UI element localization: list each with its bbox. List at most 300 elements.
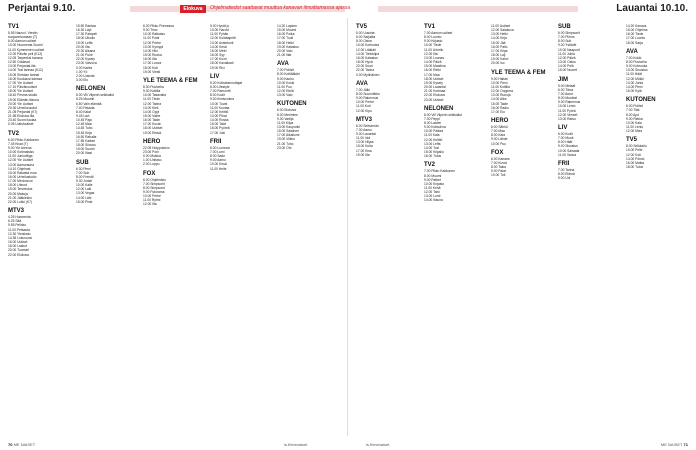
schedule-column bbox=[424, 20, 479, 435]
program-listing: 14.00 Tietokilpa bbox=[356, 51, 380, 56]
program-listing: 14.20 Lapsen bbox=[277, 24, 297, 28]
program-listing: 12.00 Keittiö bbox=[424, 137, 443, 142]
program-listing: 16.00 Kuukausi kanssa bbox=[8, 76, 43, 81]
program-listing: 9.45 Lavi bbox=[76, 113, 90, 118]
program-listing: 20.00 Tuomari bbox=[8, 248, 30, 253]
channel-name: JIM bbox=[558, 77, 613, 84]
program-listing: 7.00 Maa bbox=[491, 129, 505, 134]
program-listing: 8.00 Kala bbox=[491, 133, 505, 138]
channel-section bbox=[210, 74, 265, 135]
schedule-column bbox=[143, 20, 198, 435]
program-listing: 10.00 Pelle bbox=[626, 148, 643, 153]
program-listing: 18.00 Sarja bbox=[626, 40, 643, 45]
program-listing: 14.00 Tosi bbox=[424, 145, 439, 150]
program-listing: 11.00 Vauva bbox=[558, 152, 577, 157]
program-listing: 1.00 Unitaso bbox=[143, 158, 162, 163]
program-listing: 21.55 Elokuva-ilta bbox=[8, 114, 35, 119]
channel-name: TV5 bbox=[356, 24, 411, 31]
program-listing: 14.35 Lukuvuosi bbox=[8, 235, 33, 240]
program-listing: 11.00 Kuntaa bbox=[210, 105, 230, 110]
program-listing: 19.00 Leffa bbox=[76, 40, 93, 45]
program-listing: 2.00 Loppu bbox=[143, 162, 160, 167]
program-listing: 23.00 Ohi bbox=[277, 145, 292, 150]
program-listing: 20.30 Aikana bbox=[76, 48, 96, 53]
program-listing: 8.00 Sade bbox=[210, 154, 226, 159]
program-listing: 10.00 Kotiruoka bbox=[356, 43, 380, 48]
channel-name: YLE TEEMA & FEM bbox=[491, 69, 546, 76]
category-tag: Elokuva bbox=[180, 5, 206, 13]
footer-right bbox=[661, 442, 688, 447]
program-listing: 22.00 Tarina bbox=[356, 68, 375, 73]
program-listing: 17.00 Luova bbox=[143, 61, 162, 66]
program-listing: 16.00 Uutiset bbox=[8, 240, 28, 245]
program-listing: 13.00 Valo bbox=[277, 93, 293, 98]
channel-section bbox=[210, 139, 265, 171]
program-listing: 23.00 Valvova bbox=[76, 61, 97, 66]
program-listing: 18.00 Uutiset bbox=[143, 126, 163, 131]
channel-name: TV2 bbox=[424, 162, 479, 169]
program-listing: 7.00 Sub bbox=[76, 170, 90, 175]
channel-section bbox=[76, 160, 131, 204]
channel-name: TV5 bbox=[626, 137, 681, 144]
program-listing: 20.00 Suuri bbox=[356, 64, 373, 69]
channel-section bbox=[558, 24, 613, 73]
program-listing: 0.00 Kartta bbox=[76, 65, 93, 70]
schedule-column bbox=[491, 20, 546, 435]
program-listing: 10.00 Kalle bbox=[76, 183, 93, 188]
program-listing: 12.05 Tarpeeksi kanssa bbox=[8, 55, 43, 60]
program-listing: 19.00 Viikko bbox=[277, 137, 295, 142]
program-listing: 14.00 Ikkuna bbox=[424, 198, 443, 203]
program-listing: 16.00 Pyöreä bbox=[210, 126, 230, 131]
program-listing: 9.00 Yle Areena bbox=[8, 145, 32, 150]
program-listing: 9.55 Pelinko bbox=[8, 223, 27, 228]
program-listing: 13.00 Leffa bbox=[424, 141, 441, 146]
right-page-number: 71 bbox=[683, 442, 688, 447]
program-listing: 13.00 Perjantai-ilta bbox=[8, 64, 36, 69]
channel-section bbox=[626, 97, 681, 133]
program-listing: 13.00 Ratsu bbox=[558, 116, 576, 121]
program-listing: 6.00 Ohjelmisto bbox=[143, 177, 166, 182]
channel-section bbox=[356, 24, 411, 77]
program-listing: 12.00 Tarina bbox=[143, 101, 162, 106]
program-listing: 0.00 Moikka bbox=[143, 154, 161, 159]
program-listing: 11.00 Posti bbox=[143, 36, 160, 41]
program-listing: 10.00 Kotimaisiss bbox=[8, 150, 34, 155]
program-listing: 20.00 Iltasi bbox=[76, 151, 92, 156]
channel-name: HERO bbox=[491, 118, 546, 125]
program-listing: 15.00 Salainen bbox=[277, 129, 299, 134]
channel-section bbox=[356, 117, 411, 157]
program-listing: 8.30 Puutarha bbox=[143, 84, 164, 89]
program-listing: 11.00 Kesä bbox=[424, 186, 441, 190]
program-listing: 10.00 Pieni bbox=[491, 80, 508, 85]
schedule-column bbox=[277, 20, 332, 435]
program-listing: 9.00 Kotiruoka bbox=[626, 64, 648, 69]
program-listing: 10.00 Kirjasto bbox=[424, 181, 445, 186]
program-listing: 19.00 Rivi bbox=[210, 65, 225, 70]
channel-section bbox=[491, 24, 546, 66]
program-listing: 10.00 Kesä bbox=[210, 162, 227, 167]
program-listing: 8.00 Seikkailu bbox=[626, 144, 647, 149]
channel-section bbox=[626, 49, 681, 93]
program-listing: 11.00 Kala bbox=[424, 133, 440, 138]
channel-section bbox=[76, 86, 131, 155]
channel-name: KUTONEN bbox=[626, 97, 681, 104]
program-listing: 22.00 Elokuva bbox=[8, 252, 29, 257]
program-listing: 13.00 Runoja bbox=[491, 93, 511, 98]
page-gutter bbox=[347, 18, 348, 436]
program-listing: 11.00 Kotitila bbox=[491, 84, 510, 89]
program-listing: 17.00 Yle Uutiset bbox=[8, 80, 34, 85]
channel-name: SUB bbox=[558, 24, 613, 31]
program-listing: 15.00 Nuoret bbox=[558, 68, 578, 73]
program-listing: 12.00 Mies bbox=[626, 129, 643, 134]
program-listing: 16.00 Urheilustudio bbox=[8, 175, 37, 179]
program-listing: 10.00 Tuvat bbox=[210, 101, 228, 106]
channel-name: FRII bbox=[210, 139, 265, 146]
program-listing: 22.00 Elokuva bbox=[424, 93, 445, 98]
program-listing: 20.00 Yle Uutiset bbox=[8, 101, 34, 106]
program-listing: 18.00 Ulkoilu bbox=[76, 36, 96, 41]
program-listing: 14.00 Tosi tarinaa (K12) bbox=[8, 68, 43, 73]
program-listing: 16.30 Läpi bbox=[76, 28, 92, 33]
program-listing: 17.00 Tuuli bbox=[277, 36, 294, 41]
footer-center-right[interactable]: is.fi/menaiset bbox=[366, 442, 390, 447]
program-listing: 9.00 Rakennus bbox=[558, 100, 581, 105]
program-listing: 15.00 Vaihe bbox=[143, 113, 161, 118]
program-listing: 15.00 Jää bbox=[491, 40, 506, 45]
channel-name: LIV bbox=[210, 74, 265, 81]
right-brand: ME NAISET bbox=[660, 442, 683, 447]
program-listing: 13.00 Kaupunki bbox=[277, 124, 300, 129]
program-listing: 20.00 Iso bbox=[491, 61, 505, 66]
program-listing: 10.00 Kokki bbox=[277, 80, 295, 85]
program-listing: 16.00 Ilta bbox=[143, 57, 157, 62]
program-listing: 17.00 Elo bbox=[491, 109, 505, 114]
program-listing: 23.40 Suomi laulaa bbox=[8, 118, 37, 123]
channel-section bbox=[558, 77, 613, 121]
program-listing: 10.00 Naapurit bbox=[558, 47, 580, 52]
program-listing: 5.55 Nauvo!: Viestin bbox=[8, 31, 38, 35]
program-listing: 10.00 Tuli bbox=[491, 173, 506, 178]
program-listing: 17.00 Kuori bbox=[210, 57, 227, 62]
program-listing: 8.00 Elämä bbox=[558, 172, 575, 177]
program-listing: 17.00 Luonto bbox=[626, 36, 646, 41]
program-listing: 6.25 Sää bbox=[8, 219, 22, 224]
schedule-column bbox=[210, 20, 265, 435]
program-listing: 0.05 Uutisfuutiset bbox=[8, 122, 34, 127]
channel-name: FOX bbox=[143, 171, 198, 178]
program-listing: 7.00 Tilat bbox=[626, 108, 640, 113]
right-header-band bbox=[378, 6, 578, 12]
program-listing: 16.00 Tiede bbox=[626, 32, 644, 37]
channel-section bbox=[491, 70, 546, 114]
program-listing: 10.00 Perhe bbox=[356, 100, 374, 105]
program-listing: 18.40 Prisma studio bbox=[8, 93, 38, 98]
program-listing: 6.00 Sähkö bbox=[491, 124, 508, 129]
program-listing: 19.00 Tervetuloa bbox=[8, 187, 33, 192]
channel-name: NELONEN bbox=[424, 106, 479, 113]
program-listing: 18.00 Kavalkadi bbox=[210, 61, 234, 66]
program-listing: 7.00 Peppi bbox=[424, 116, 440, 121]
program-listing: 7.00 Autot bbox=[558, 91, 573, 96]
program-listing: 7.40 Palauta bbox=[76, 105, 95, 110]
program-listing: 10.00 Paikka bbox=[424, 129, 444, 134]
program-listing: 14.00 Hiki bbox=[143, 48, 158, 53]
program-listing: 1.00 Yö bbox=[76, 69, 88, 74]
program-listing: 9.30 Juristi bbox=[76, 179, 92, 183]
program-listing: 17.10 Päivänuutiset bbox=[8, 85, 37, 90]
program-listing: 17.00 Aikakone bbox=[277, 133, 300, 138]
program-listing: 13.00 Juhla bbox=[626, 80, 644, 85]
program-listing: 21.00 Jääkiekko bbox=[8, 195, 32, 200]
channel-name: MTV3 bbox=[8, 208, 63, 215]
program-listing: 7.00 Kuvat bbox=[491, 160, 507, 165]
program-listing: 13.00 Kieli bbox=[143, 105, 159, 110]
program-listing: 17.00 Kilpa bbox=[491, 48, 508, 53]
program-listing: 8.00 Luonto bbox=[424, 35, 442, 40]
channel-section bbox=[143, 171, 198, 207]
channel-name: HERO bbox=[143, 139, 198, 146]
channel-section bbox=[143, 139, 198, 167]
program-listing: 12.00 Ooppera bbox=[491, 89, 513, 94]
channel-section bbox=[491, 118, 546, 146]
program-listing: 18.00 Laji bbox=[491, 53, 506, 58]
program-listing: 6.30 Pieni bbox=[76, 166, 91, 171]
channel-name: AVA bbox=[626, 49, 681, 56]
program-listing: 13.00 Kymppi bbox=[143, 44, 164, 49]
program-listing: 5.00 Metsät bbox=[558, 83, 576, 88]
footer-center-left[interactable]: is.fi/menaiset bbox=[284, 442, 308, 447]
program-listing: 11.00 Rytmi bbox=[143, 198, 161, 203]
program-listing: 16.50 Rahalla bbox=[76, 134, 97, 139]
program-listing: 6.00 Poliisit bbox=[626, 104, 643, 109]
program-listing: 15.00 Ruoka bbox=[143, 53, 162, 58]
channel-section bbox=[210, 24, 265, 70]
program-listing: 7.00 Tarina bbox=[558, 167, 575, 172]
channel-name: TV1 bbox=[424, 24, 479, 31]
channel-name: TV2 bbox=[8, 131, 63, 138]
program-listing: 16.00 Tulos bbox=[424, 154, 442, 159]
program-listing: 12.00 Ilta bbox=[424, 51, 438, 56]
channel-section bbox=[8, 131, 63, 205]
program-listing: 12.00 Päivä bbox=[558, 55, 576, 60]
program-listing: 12.00 Keittiö bbox=[210, 109, 229, 114]
program-listing: suojaverkostaan (T) bbox=[8, 35, 38, 40]
program-listing: 12.00 Mökki bbox=[626, 76, 644, 81]
program-listing: 14.00 Lähi bbox=[76, 195, 92, 200]
program-listing: 12.00 Laki bbox=[76, 187, 92, 192]
program-listing: 12.50 Oddasat bbox=[8, 60, 30, 65]
program-listing: 8.00 Frendit bbox=[76, 174, 94, 179]
channel-section bbox=[8, 208, 63, 257]
program-listing: 13.00 Ostos bbox=[558, 60, 576, 65]
program-listing: 9.00 Ystävät bbox=[558, 43, 577, 48]
program-listing: 16.00 Taide bbox=[143, 118, 160, 123]
program-listing: 17.00 Kuvat bbox=[143, 122, 161, 127]
program-listing: 12.00 Salakuva bbox=[491, 28, 514, 33]
program-listing: 7.00 Remontti bbox=[210, 89, 231, 94]
program-listing: 20.00 Makuja bbox=[8, 191, 28, 196]
program-listing: 13.00 Vegas bbox=[76, 191, 95, 196]
program-listing: 9.00 Rekka bbox=[626, 116, 643, 121]
program-listing: 13.00 Lumi bbox=[424, 194, 441, 199]
program-listing: 7.00 Piirros bbox=[558, 35, 575, 40]
program-listing: 13.00 Hiljaa bbox=[356, 140, 374, 145]
program-listing: 19.00 Kahvi bbox=[491, 57, 509, 62]
program-listing: 17.00 Kisa bbox=[356, 148, 372, 153]
program-listing: 18.00 Koti bbox=[143, 65, 158, 70]
channel-section bbox=[143, 24, 198, 74]
program-listing: 12.45 Maa bbox=[76, 122, 92, 127]
channel-section bbox=[8, 24, 63, 127]
program-listing: 10.00 Kala bbox=[626, 120, 642, 125]
footer-left bbox=[8, 442, 35, 447]
program-listing: 9.00 Kirjasto bbox=[424, 39, 443, 44]
program-listing: 9.00 Lähde bbox=[491, 137, 508, 142]
program-listing: 10.00 Sairaala bbox=[558, 148, 580, 153]
program-listing: 11.00 Koti bbox=[356, 104, 371, 109]
program-listing: 8.00 Sub bbox=[558, 39, 572, 44]
program-listing: 22.00 Lokki (K7) bbox=[8, 199, 33, 204]
program-listing: 7.30 Aamu bbox=[356, 127, 372, 132]
program-listing: 10.00 Puu bbox=[491, 141, 507, 146]
channel-section bbox=[143, 78, 198, 135]
channel-name: KUTONEN bbox=[277, 101, 332, 108]
program-listing: 7.45 Kisat (T) bbox=[8, 141, 28, 146]
program-listing: 9.00 Sisustus bbox=[558, 144, 578, 149]
channel-name: AVA bbox=[356, 81, 411, 88]
program-listing: 18.00 Lifeoot bbox=[8, 183, 28, 188]
program-listing: 11.00 Idol bbox=[356, 136, 371, 141]
program-listing: 19.00 Kysely bbox=[424, 80, 443, 85]
program-listing: 22.00 Kysely bbox=[76, 57, 95, 62]
channel-section bbox=[356, 81, 411, 113]
program-listing: 11.00 Junioriliiga bbox=[8, 154, 33, 159]
program-listing: 6.00 Aamun uutiset bbox=[8, 39, 37, 44]
program-listing: 21.00 Puhe bbox=[76, 53, 93, 58]
schedule-column bbox=[76, 20, 131, 435]
program-listing: 7.00 Kokki bbox=[626, 55, 642, 60]
program-listing: 6.00 Elokuva bbox=[277, 108, 297, 113]
channel-section bbox=[424, 24, 479, 102]
program-listing: 21.00 Tuho bbox=[277, 141, 294, 146]
program-listing: 8.40 Kalat bbox=[76, 109, 91, 114]
program-listing: 10.45 Paja bbox=[76, 118, 92, 123]
program-listing: 8.00 Merimies bbox=[277, 112, 298, 117]
program-listing: 13.00 Lounas bbox=[424, 55, 444, 60]
right-date-heading: Lauantai 10.10. bbox=[616, 3, 688, 14]
program-listing: 6.00 Tiima bbox=[558, 87, 574, 92]
program-listing: 2.00 Uusinta bbox=[76, 73, 95, 78]
program-listing: 12.00 Talvi bbox=[424, 190, 440, 195]
program-listing: 7.00 Simpsonit bbox=[143, 181, 165, 186]
program-listing: 7.00 Pikku Kakkonen bbox=[424, 169, 455, 174]
program-listing: 23.00 Poni bbox=[143, 149, 159, 154]
program-listing: 21.00 Illat bbox=[277, 53, 292, 58]
channel-section bbox=[626, 137, 681, 169]
program-listing: 10.00 Ratkaisu bbox=[143, 32, 165, 37]
channel-section bbox=[491, 150, 546, 178]
program-listing: 9.00 Retket bbox=[424, 177, 441, 182]
program-listing: 14.00 Oppi bbox=[143, 109, 160, 114]
program-listing: 8.00 Kotilääkäri bbox=[277, 72, 300, 77]
program-listing: 15.00 Kilpailu bbox=[424, 150, 444, 155]
program-listing: 17.00 Maa bbox=[424, 72, 440, 77]
program-listing: 5.00 Uusinta bbox=[356, 31, 375, 35]
program-listing: 15.00 Taide bbox=[491, 101, 508, 106]
program-listing: 10.00 Lento bbox=[558, 104, 576, 109]
program-listing: 12.00 Kipu bbox=[356, 108, 372, 113]
program-listing: 9.00 Timo bbox=[143, 28, 158, 33]
program-listing: 9.00 Ihmisvoima bbox=[210, 97, 235, 102]
program-listing: 12.00 Ilta bbox=[143, 202, 157, 207]
channel-section bbox=[558, 125, 613, 157]
program-listing: 11.00 Petsauta bbox=[8, 227, 30, 232]
program-listing: 9.00 Palat bbox=[491, 169, 506, 174]
program-listing: 12.00 Yle Uutiset bbox=[8, 158, 34, 163]
program-listing: 11.00 Tiede bbox=[143, 97, 160, 102]
channel-section bbox=[626, 24, 681, 45]
program-listing: 12.00 Veneet bbox=[558, 112, 578, 117]
program-listing: 18.00 Tulos bbox=[626, 165, 644, 170]
program-listing: 8.00 Moottori bbox=[558, 96, 578, 101]
program-listing: 21.05 Perjantai (K7) bbox=[8, 109, 38, 114]
program-listing: 9.30 Kotitila bbox=[143, 89, 161, 94]
program-listing: 11.00 Helle bbox=[210, 166, 227, 171]
program-listing: 14.00 Pelit bbox=[558, 64, 574, 69]
program-listing: 14.00 Pörssi bbox=[626, 156, 645, 161]
program-listing: 9.00 Hyvät jo bbox=[210, 24, 230, 28]
program-listing: 11.00 Häät bbox=[626, 72, 642, 77]
program-listing: 15.45 Kirja bbox=[76, 130, 92, 135]
program-listing: 14.00 Aika bbox=[491, 97, 507, 102]
program-listing: 8.00 Suunnittelu bbox=[356, 91, 380, 96]
program-listing: 3.00 Elo bbox=[76, 78, 89, 83]
schedule-column bbox=[356, 20, 411, 435]
program-listing: 20.00 Ilta bbox=[76, 44, 90, 49]
program-listing: 6.00 Seitsemän bbox=[356, 123, 379, 128]
program-listing: 7.00 Aamun uutiset bbox=[424, 31, 453, 35]
header-note: Ohjelmatiedot saattavat muuttua kanavan ilmoittamassa ajassa bbox=[210, 5, 351, 11]
program-listing: 14.00 Pieni bbox=[626, 84, 643, 89]
program-listing: 12.30 Yleiskatu bbox=[8, 231, 31, 236]
program-listing: 8.00 Taika bbox=[491, 165, 506, 170]
schedule-column bbox=[626, 20, 681, 435]
program-listing: 18.00 Hyvä bbox=[356, 60, 373, 65]
program-listing: 18.00 Laskut bbox=[8, 244, 27, 249]
program-listing: 10.00 Harold bbox=[210, 28, 229, 33]
program-listing: 10.00 Perhe bbox=[143, 194, 161, 199]
program-listing: 6.00 Pikku Kakkonen bbox=[8, 137, 39, 142]
program-listing: 4.25 Huomenta bbox=[8, 215, 31, 220]
program-listing: 21.00 Kotimaa bbox=[424, 89, 446, 94]
program-listing: 8.00 Puutarha bbox=[626, 59, 647, 64]
program-listing: 9.00 Futurama bbox=[143, 190, 165, 194]
program-listing: 11.00 Uutiset bbox=[491, 24, 511, 28]
program-listing: 7.00 Lumi bbox=[210, 149, 225, 154]
program-listing: 15.00 Metri bbox=[210, 48, 227, 53]
program-listing: 9.00 Aamu bbox=[210, 158, 226, 163]
program-listing: 17.55 Kaiken bbox=[76, 138, 96, 143]
channel-name: FRII bbox=[558, 161, 613, 168]
program-listing: 15.00 Piste bbox=[76, 199, 93, 204]
program-listing: 11.00 Kymmenen uutiset bbox=[8, 47, 45, 52]
program-listing: 8.30 Pikku Prinsessa bbox=[143, 24, 174, 28]
channel-section bbox=[558, 161, 613, 180]
program-listing: 13.00 Aamurauha bbox=[8, 162, 35, 167]
